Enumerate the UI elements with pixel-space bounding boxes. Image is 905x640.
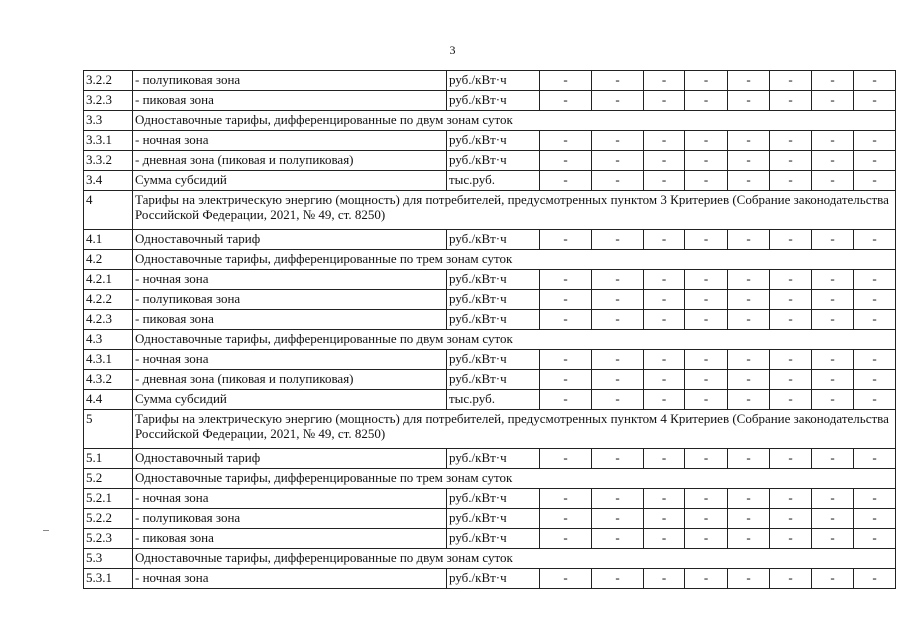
value-cell: - — [592, 350, 644, 370]
row-unit: руб./кВт·ч — [447, 71, 540, 91]
value-cell: - — [685, 390, 728, 410]
value-cell: - — [685, 230, 728, 250]
value-cell: - — [644, 270, 685, 290]
row-name: - ночная зона — [133, 270, 447, 290]
row-name: - дневная зона (пиковая и полупиковая) — [133, 151, 447, 171]
row-code: 5.2.3 — [84, 529, 133, 549]
value-cell: - — [728, 390, 770, 410]
row-unit: тыс.руб. — [447, 390, 540, 410]
value-cell: - — [592, 569, 644, 589]
scan-mark — [43, 530, 49, 531]
value-cell: - — [770, 290, 812, 310]
row-code: 4.2 — [84, 250, 133, 270]
value-cell: - — [854, 370, 896, 390]
value-cell: - — [854, 390, 896, 410]
value-cell: - — [812, 529, 854, 549]
row-unit: руб./кВт·ч — [447, 230, 540, 250]
value-cell: - — [685, 151, 728, 171]
value-cell: - — [770, 529, 812, 549]
row-name: Сумма субсидий — [133, 390, 447, 410]
row-code: 4.3.2 — [84, 370, 133, 390]
value-cell: - — [540, 449, 592, 469]
value-cell: - — [770, 270, 812, 290]
row-unit: руб./кВт·ч — [447, 529, 540, 549]
row-code: 4.2.3 — [84, 310, 133, 330]
value-cell: - — [592, 509, 644, 529]
row-code: 3.4 — [84, 171, 133, 191]
table-row — [84, 449, 896, 469]
value-cell: - — [685, 370, 728, 390]
value-cell: - — [812, 91, 854, 111]
row-code: 4.4 — [84, 390, 133, 410]
value-cell: - — [728, 230, 770, 250]
value-cell: - — [854, 310, 896, 330]
table-row — [84, 270, 896, 290]
row-unit: руб./кВт·ч — [447, 91, 540, 111]
value-cell: - — [728, 131, 770, 151]
value-cell: - — [728, 151, 770, 171]
row-name: - ночная зона — [133, 350, 447, 370]
value-cell: - — [812, 171, 854, 191]
value-cell: - — [812, 290, 854, 310]
value-cell: - — [728, 91, 770, 111]
value-cell: - — [770, 310, 812, 330]
table-row — [84, 71, 896, 91]
row-name: - ночная зона — [133, 569, 447, 589]
value-cell: - — [770, 390, 812, 410]
value-cell: - — [540, 290, 592, 310]
value-cell: - — [812, 270, 854, 290]
value-cell: - — [685, 350, 728, 370]
value-cell: - — [770, 171, 812, 191]
row-code: 3.2.2 — [84, 71, 133, 91]
value-cell: - — [644, 350, 685, 370]
value-cell: - — [644, 370, 685, 390]
row-code: 4.3.1 — [84, 350, 133, 370]
table-section-row — [84, 410, 896, 449]
value-cell: - — [854, 489, 896, 509]
row-name: - пиковая зона — [133, 529, 447, 549]
row-name: - ночная зона — [133, 489, 447, 509]
value-cell: - — [770, 509, 812, 529]
row-code: 5.3 — [84, 549, 133, 569]
value-cell: - — [685, 171, 728, 191]
tariff-table — [83, 70, 896, 589]
value-cell: - — [592, 151, 644, 171]
value-cell: - — [685, 270, 728, 290]
value-cell: - — [592, 91, 644, 111]
table-section-row — [84, 111, 896, 131]
value-cell: - — [685, 529, 728, 549]
row-name: - пиковая зона — [133, 91, 447, 111]
value-cell: - — [854, 270, 896, 290]
tariff-table-body — [84, 71, 896, 589]
row-unit: руб./кВт·ч — [447, 290, 540, 310]
row-code: 5.2 — [84, 469, 133, 489]
value-cell: - — [540, 270, 592, 290]
table-row — [84, 370, 896, 390]
value-cell: - — [644, 151, 685, 171]
value-cell: - — [854, 171, 896, 191]
value-cell: - — [770, 151, 812, 171]
value-cell: - — [728, 171, 770, 191]
value-cell: - — [540, 390, 592, 410]
value-cell: - — [540, 151, 592, 171]
value-cell: - — [854, 131, 896, 151]
value-cell: - — [592, 449, 644, 469]
value-cell: - — [770, 569, 812, 589]
value-cell: - — [540, 529, 592, 549]
value-cell: - — [540, 569, 592, 589]
value-cell: - — [854, 350, 896, 370]
value-cell: - — [812, 71, 854, 91]
row-unit: руб./кВт·ч — [447, 509, 540, 529]
table-row — [84, 171, 896, 191]
row-code: 5.1 — [84, 449, 133, 469]
value-cell: - — [685, 449, 728, 469]
row-code: 3.2.3 — [84, 91, 133, 111]
value-cell: - — [644, 230, 685, 250]
value-cell: - — [770, 449, 812, 469]
table-row — [84, 91, 896, 111]
value-cell: - — [540, 171, 592, 191]
value-cell: - — [854, 290, 896, 310]
value-cell: - — [685, 310, 728, 330]
row-unit: руб./кВт·ч — [447, 310, 540, 330]
row-name: Одноставочный тариф — [133, 230, 447, 250]
row-name: - ночная зона — [133, 131, 447, 151]
value-cell: - — [592, 390, 644, 410]
value-cell: - — [592, 270, 644, 290]
section-title: Одноставочные тарифы, дифференцированные по трем зонам суток — [133, 469, 896, 489]
row-code: 5 — [84, 410, 133, 449]
value-cell: - — [540, 370, 592, 390]
table-row — [84, 310, 896, 330]
value-cell: - — [685, 290, 728, 310]
value-cell: - — [644, 290, 685, 310]
value-cell: - — [592, 489, 644, 509]
value-cell: - — [685, 91, 728, 111]
value-cell: - — [854, 449, 896, 469]
row-name: - полупиковая зона — [133, 509, 447, 529]
row-name: Сумма субсидий — [133, 171, 447, 191]
value-cell: - — [592, 310, 644, 330]
value-cell: - — [685, 489, 728, 509]
table-row — [84, 131, 896, 151]
row-unit: руб./кВт·ч — [447, 270, 540, 290]
table-section-row — [84, 250, 896, 270]
value-cell: - — [812, 489, 854, 509]
value-cell: - — [644, 310, 685, 330]
row-code: 5.2.1 — [84, 489, 133, 509]
row-code: 3.3.1 — [84, 131, 133, 151]
value-cell: - — [592, 71, 644, 91]
value-cell: - — [728, 509, 770, 529]
row-unit: тыс.руб. — [447, 171, 540, 191]
row-code: 3.3.2 — [84, 151, 133, 171]
value-cell: - — [644, 71, 685, 91]
value-cell: - — [812, 569, 854, 589]
value-cell: - — [540, 230, 592, 250]
value-cell: - — [728, 370, 770, 390]
value-cell: - — [854, 529, 896, 549]
value-cell: - — [812, 350, 854, 370]
table-row — [84, 290, 896, 310]
row-unit: руб./кВт·ч — [447, 370, 540, 390]
table-section-row — [84, 549, 896, 569]
value-cell: - — [812, 131, 854, 151]
row-name: - полупиковая зона — [133, 71, 447, 91]
value-cell: - — [540, 91, 592, 111]
value-cell: - — [540, 509, 592, 529]
value-cell: - — [644, 390, 685, 410]
value-cell: - — [592, 529, 644, 549]
row-name: - полупиковая зона — [133, 290, 447, 310]
value-cell: - — [854, 569, 896, 589]
section-title: Тарифы на электрическую энергию (мощность) для потребителей, предусмотренных пунктом 3 Критериев (Собрание законодательства Российской Федерации, 2021, № 49, ст. 8250) — [133, 191, 896, 230]
value-cell: - — [685, 131, 728, 151]
section-title: Одноставочные тарифы, дифференцированные по двум зонам суток — [133, 111, 896, 131]
page-number: 3 — [449, 43, 456, 57]
value-cell: - — [854, 71, 896, 91]
table-row — [84, 390, 896, 410]
value-cell: - — [728, 270, 770, 290]
value-cell: - — [728, 489, 770, 509]
row-code: 4.2.1 — [84, 270, 133, 290]
row-unit: руб./кВт·ч — [447, 569, 540, 589]
table-row — [84, 529, 896, 549]
value-cell: - — [540, 71, 592, 91]
value-cell: - — [685, 71, 728, 91]
value-cell: - — [728, 569, 770, 589]
value-cell: - — [728, 350, 770, 370]
table-row — [84, 509, 896, 529]
value-cell: - — [854, 230, 896, 250]
value-cell: - — [728, 290, 770, 310]
value-cell: - — [728, 71, 770, 91]
value-cell: - — [685, 509, 728, 529]
value-cell: - — [812, 449, 854, 469]
value-cell: - — [812, 230, 854, 250]
row-code: 4.3 — [84, 330, 133, 350]
row-code: 4.2.2 — [84, 290, 133, 310]
value-cell: - — [540, 310, 592, 330]
section-title: Тарифы на электрическую энергию (мощность) для потребителей, предусмотренных пунктом 4 Критериев (Собрание законодательства Российской Федерации, 2021, № 49, ст. 8250) — [133, 410, 896, 449]
value-cell: - — [685, 569, 728, 589]
value-cell: - — [812, 509, 854, 529]
value-cell: - — [728, 529, 770, 549]
value-cell: - — [540, 350, 592, 370]
table-row — [84, 230, 896, 250]
value-cell: - — [592, 131, 644, 151]
table-section-row — [84, 469, 896, 489]
row-unit: руб./кВт·ч — [447, 131, 540, 151]
value-cell: - — [770, 489, 812, 509]
value-cell: - — [770, 350, 812, 370]
value-cell: - — [728, 310, 770, 330]
value-cell: - — [770, 91, 812, 111]
value-cell: - — [644, 131, 685, 151]
value-cell: - — [644, 171, 685, 191]
value-cell: - — [540, 489, 592, 509]
value-cell: - — [644, 449, 685, 469]
table-section-row — [84, 330, 896, 350]
row-unit: руб./кВт·ч — [447, 489, 540, 509]
value-cell: - — [770, 71, 812, 91]
row-name: - дневная зона (пиковая и полупиковая) — [133, 370, 447, 390]
value-cell: - — [592, 290, 644, 310]
value-cell: - — [592, 370, 644, 390]
value-cell: - — [644, 569, 685, 589]
section-title: Одноставочные тарифы, дифференцированные по двум зонам суток — [133, 549, 896, 569]
value-cell: - — [854, 91, 896, 111]
table-row — [84, 151, 896, 171]
value-cell: - — [644, 509, 685, 529]
value-cell: - — [644, 489, 685, 509]
row-unit: руб./кВт·ч — [447, 151, 540, 171]
value-cell: - — [812, 151, 854, 171]
row-name: Одноставочный тариф — [133, 449, 447, 469]
value-cell: - — [854, 509, 896, 529]
row-unit: руб./кВт·ч — [447, 449, 540, 469]
table-section-row — [84, 191, 896, 230]
value-cell: - — [592, 230, 644, 250]
value-cell: - — [812, 310, 854, 330]
value-cell: - — [540, 131, 592, 151]
value-cell: - — [644, 529, 685, 549]
row-unit: руб./кВт·ч — [447, 350, 540, 370]
table-row — [84, 489, 896, 509]
value-cell: - — [770, 230, 812, 250]
row-name: - пиковая зона — [133, 310, 447, 330]
row-code: 4.1 — [84, 230, 133, 250]
value-cell: - — [728, 449, 770, 469]
value-cell: - — [592, 171, 644, 191]
section-title: Одноставочные тарифы, дифференцированные по двум зонам суток — [133, 330, 896, 350]
section-title: Одноставочные тарифы, дифференцированные по трем зонам суток — [133, 250, 896, 270]
table-row — [84, 350, 896, 370]
row-code: 5.2.2 — [84, 509, 133, 529]
table-row — [84, 569, 896, 589]
value-cell: - — [812, 370, 854, 390]
value-cell: - — [812, 390, 854, 410]
row-code: 4 — [84, 191, 133, 230]
row-code: 3.3 — [84, 111, 133, 131]
value-cell: - — [644, 91, 685, 111]
value-cell: - — [770, 370, 812, 390]
value-cell: - — [770, 131, 812, 151]
value-cell: - — [854, 151, 896, 171]
row-code: 5.3.1 — [84, 569, 133, 589]
